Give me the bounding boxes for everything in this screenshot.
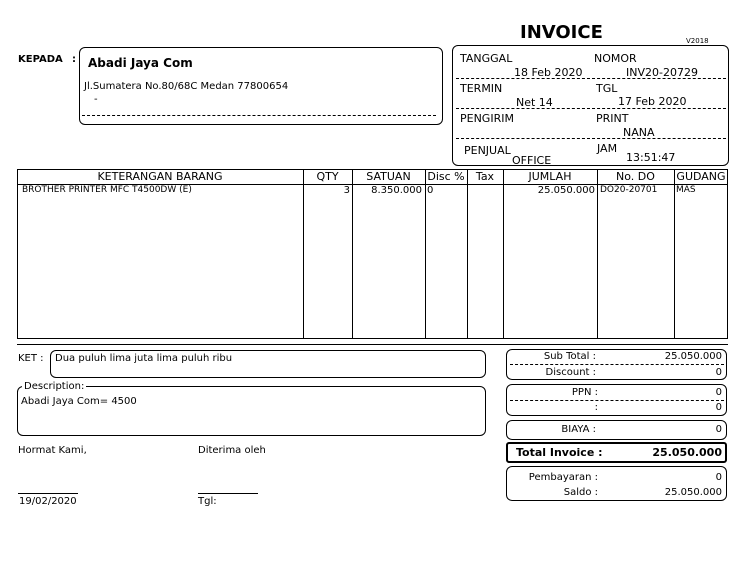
biaya-value: 0 [715,424,722,435]
subtotal-value: 25.050.000 [664,351,722,362]
print-label: PRINT [596,112,629,125]
penjual-label: PENJUAL [464,144,511,157]
nomor-value: INV20-20729 [626,66,698,79]
col-header-keterangan: KETERANGAN BARANG [97,170,223,183]
description-box [17,386,486,436]
kepada-colon: : [72,54,76,65]
table-row-qty: 3 [343,185,350,196]
ppn-divider [510,400,724,401]
table-row-no-do: DO20-20701 [600,185,658,195]
col-sep-2 [352,169,353,339]
description-label: Description: [24,381,85,392]
col-header-jumlah: JUMLAH [528,170,572,183]
termin-label: TERMIN [460,82,503,95]
pengirim-label: PENGIRIM [460,112,514,125]
signature-line-right [198,493,258,494]
discount-label: Discount : [545,367,596,378]
other-label: : [594,402,598,413]
subtotal-label: Sub Total : [543,351,596,362]
table-row-disc: 0 [427,185,434,196]
invoice-title: INVOICE [520,22,603,43]
jam-label: JAM [597,142,618,155]
tanggal-label: TANGGAL [460,52,513,65]
ket-value: Dua puluh lima juta lima puluh ribu [55,353,233,364]
signature-tgl: Tgl: [198,496,217,507]
hormat-kami-label: Hormat Kami, [18,445,87,456]
info-divider-1 [456,78,726,79]
table-row-item: BROTHER PRINTER MFC T4500DW (E) [22,185,192,195]
pembayaran-value: 0 [715,472,722,483]
signature-line-left [18,493,78,494]
col-header-gudang: GUDANG [676,170,726,183]
termin-value: Net 14 [516,96,553,109]
col-sep-5 [503,169,504,339]
col-sep-7 [674,169,675,339]
col-sep-6 [597,169,598,339]
col-sep-4 [467,169,468,339]
table-row-gudang: MAS [676,185,696,195]
col-header-satuan: SATUAN [366,170,411,183]
customer-address-2: - [94,94,98,105]
discount-value: 0 [715,367,722,378]
col-header-qty: QTY [316,170,339,183]
col-header-no-do: No. DO [616,170,655,183]
subtotal-divider [510,364,724,365]
version-label: V2018 [686,37,709,45]
kepada-label: KEPADA [18,54,63,65]
ppn-value: 0 [715,387,722,398]
col-sep-1 [303,169,304,339]
print-value: NANA [623,126,655,139]
tanggal-value: 18 Feb 2020 [514,66,583,79]
info-divider-3 [456,138,726,139]
customer-name: Abadi Jaya Com [88,56,193,70]
tgl-label: TGL [596,82,618,95]
col-header-tax: Tax [475,170,495,183]
penjual-value: OFFICE [512,154,552,167]
customer-divider [82,115,436,116]
table-row-jumlah: 25.050.000 [537,185,595,196]
nomor-label: NOMOR [594,52,637,65]
description-value: Abadi Jaya Com= 4500 [21,396,137,407]
pembayaran-label: Pembayaran : [528,472,598,483]
info-divider-2 [456,108,726,109]
customer-address: Jl.Sumatera No.80/68C Medan 77800654 [84,81,289,92]
table-bottom-rule [17,344,728,345]
col-header-disc: Disc % [427,170,465,183]
tgl-value: 17 Feb 2020 [618,95,687,108]
diterima-oleh-label: Diterima oleh [198,445,266,456]
ppn-label: PPN : [571,387,598,398]
signature-date: 19/02/2020 [19,496,77,507]
biaya-label: BIAYA : [561,424,596,435]
jam-value: 13:51:47 [626,151,676,164]
table-row-satuan: 8.350.000 [371,185,422,196]
total-invoice-value: 25.050.000 [652,446,722,459]
total-invoice-label: Total Invoice : [516,446,603,459]
col-sep-3 [425,169,426,339]
saldo-label: Saldo : [563,487,598,498]
saldo-value: 25.050.000 [664,487,722,498]
other-value: 0 [715,402,722,413]
ket-label: KET : [18,353,44,364]
